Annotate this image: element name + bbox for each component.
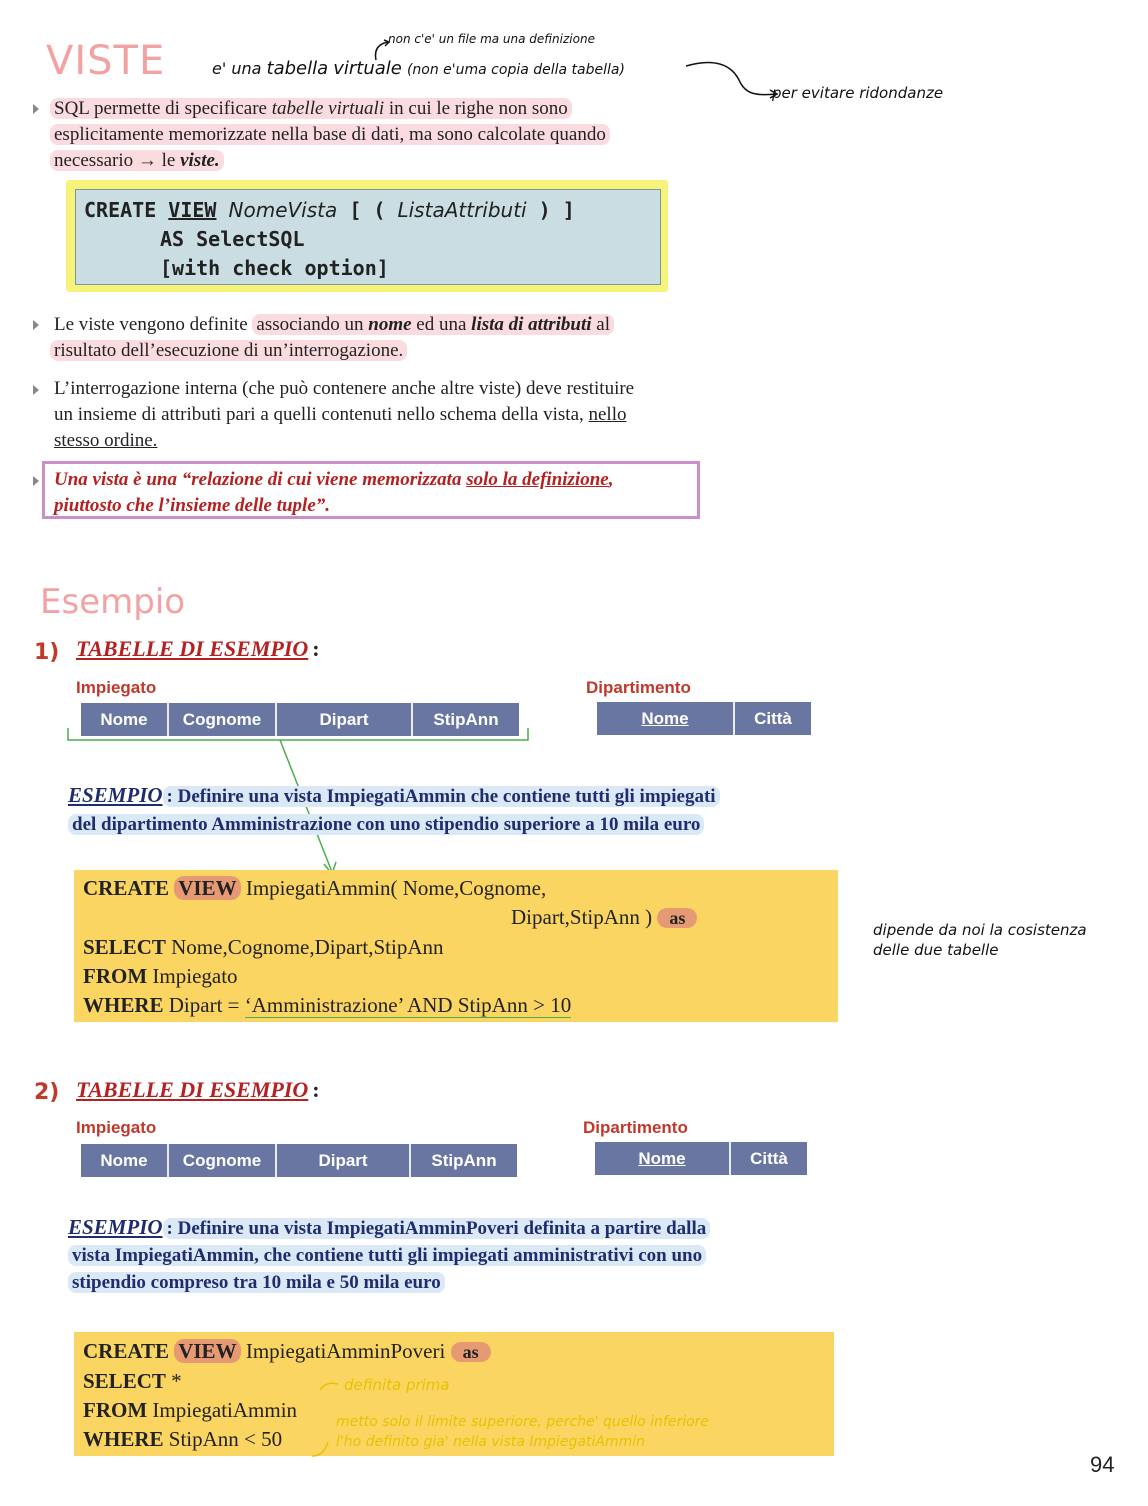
page-title: VISTE <box>46 38 166 84</box>
column-cognome: Cognome <box>169 703 277 736</box>
bullet-icon <box>33 104 39 114</box>
note-virtual-table: e' una tabella virtuale (non e'uma copia della tabella) <box>212 58 625 79</box>
note-defined-before: definita prima <box>344 1376 450 1394</box>
column-nome: Nome <box>81 1144 169 1177</box>
example-1-tables-heading: TABELLE DI ESEMPIO : <box>76 636 320 661</box>
column-dipart: Dipart <box>277 703 413 736</box>
note-upper-limit: metto solo il limite superiore, perche' quello inferiore l'ho definito gia' nella vista ImpiegatiAmmin <box>336 1414 710 1450</box>
column-stipann: StipAnn <box>411 1144 517 1177</box>
example-heading: Esempio <box>40 582 186 622</box>
column-citta: Città <box>735 702 811 735</box>
impiegato-table-2 <box>81 1144 517 1177</box>
example-1-number: 1) <box>34 640 60 665</box>
page-number: 94 <box>1090 1452 1115 1477</box>
dipartimento-table-1 <box>597 702 811 735</box>
column-nome-key: Nome <box>595 1142 731 1175</box>
column-cognome: Cognome <box>169 1144 277 1177</box>
intro-paragraph-1: SQL permette di specificare tabelle virtuali in cui le righe non sono esplicitamente memorizzate nella base di dati, ma sono calcolate quando necessario → le viste. <box>50 96 730 174</box>
example-1-description: ESEMPIO : Definire una vista ImpiegatiAmmin che contiene tutti gli impiegati del dipartimento Amministrazione con uno stipendio superiore a 10 mila euro <box>68 781 848 839</box>
dipartimento-label: Dipartimento <box>583 1118 688 1137</box>
bullet-icon <box>33 320 39 330</box>
example-2-tables-heading: TABELLE DI ESEMPIO : <box>76 1077 320 1102</box>
column-nome: Nome <box>81 703 169 736</box>
definition-text: Una vista è una “relazione di cui viene memorizzata solo la definizione, piuttosto che l’insieme delle tuple”. <box>54 469 614 516</box>
impiegato-label: Impiegato <box>76 1118 157 1137</box>
bullet-icon <box>33 385 39 395</box>
intro-paragraph-2: Le viste vengono definite associando un nome ed una lista di attributi al risultato dell’esecuzione di un’interrogazione. <box>50 312 730 364</box>
example-2-description: ESEMPIO : Definire una vista ImpiegatiAmminPoveri definita a partire dalla vista ImpiegatiAmmin, che contiene tutti gli impiegati amministrativi con uno stipendio compreso tra 10 mila e 50 mila euro <box>68 1214 848 1296</box>
note-redundancy: per evitare ridondanze <box>772 84 944 102</box>
example-2-number: 2) <box>34 1080 60 1105</box>
column-citta: Città <box>731 1142 807 1175</box>
dipartimento-label: Dipartimento <box>586 678 691 697</box>
syntax-box: CREATE VIEW NomeVista [ ( ListaAttributi ) ] AS SelectSQL [with check option] <box>66 180 668 292</box>
example-2-code-box: CREATE VIEW ImpiegatiAmminPoveri as SELECT * FROM ImpiegatiAmmin WHERE StipAnn < 50 definita prima metto solo il limite superiore, perche' quello inferiore l'ho definito gia' nella vista ImpiegatiAmmin <box>74 1332 834 1456</box>
dipartimento-table-2 <box>595 1142 807 1175</box>
note-consistency: dipende da noi la cosistenza delle due tabelle <box>873 921 1087 959</box>
column-nome-key: Nome <box>597 702 735 735</box>
intro-paragraph-3: L’interrogazione interna (che può contenere anche altre viste) deve restituire un insieme di attributi pari a quelli contenuti nello schema della vista, nello stesso ordine. <box>54 378 635 451</box>
bullet-icon <box>33 476 39 486</box>
note-file-definition: non c'e' un file ma una definizione <box>388 32 595 46</box>
column-stipann: StipAnn <box>413 703 519 736</box>
example-1-code-box: CREATE VIEW ImpiegatiAmmin( Nome,Cognome, Dipart,StipAnn ) as SELECT Nome,Cognome,Dipart,StipAnn FROM Impiegato WHERE Dipart = ‘Amministrazione’ AND StipAnn > 10 <box>74 870 838 1022</box>
column-dipart: Dipart <box>277 1144 411 1177</box>
impiegato-label: Impiegato <box>76 678 157 697</box>
